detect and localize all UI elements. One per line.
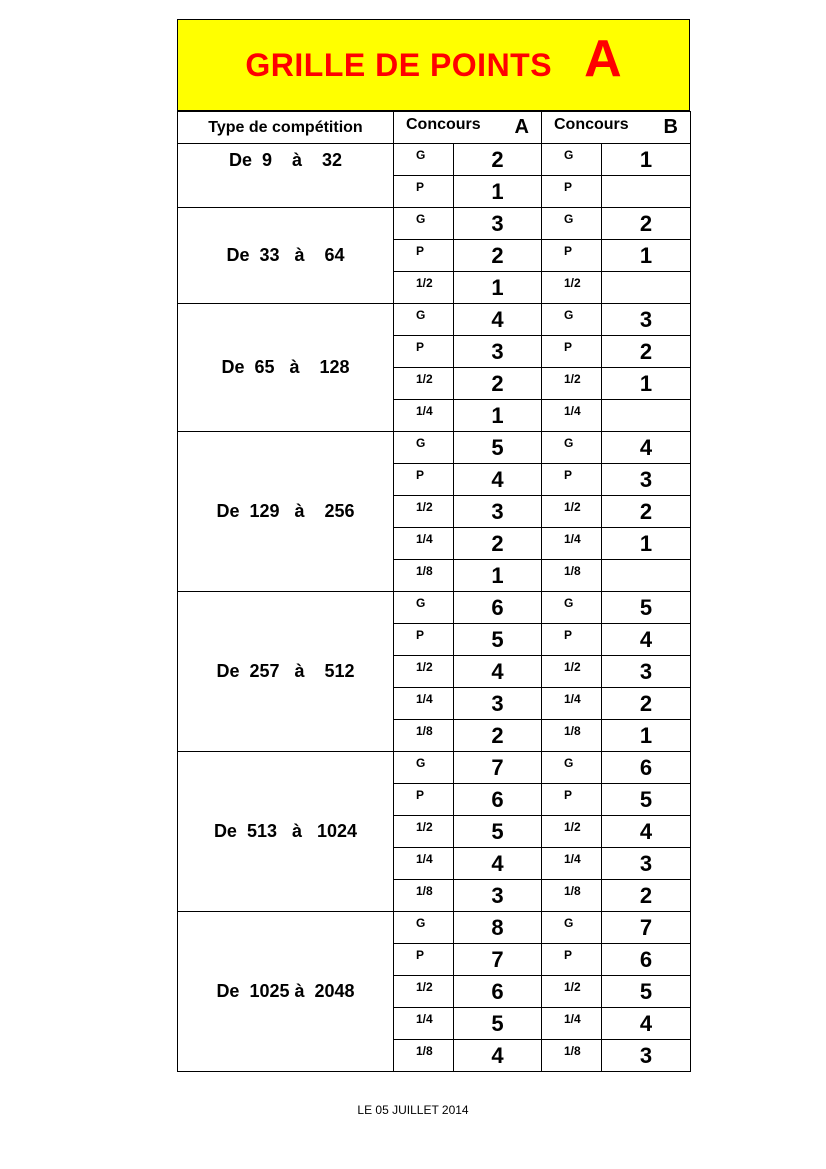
points-a: 3	[454, 336, 542, 368]
points-b: 4	[602, 1008, 691, 1040]
header-concours-b	[542, 112, 691, 144]
points-a: 1	[454, 400, 542, 432]
rank-a: P	[394, 944, 454, 976]
points-a: 4	[454, 848, 542, 880]
rank-a: G	[394, 432, 454, 464]
rank-a: 1/8	[394, 560, 454, 592]
points-a: 1	[454, 272, 542, 304]
rank-a: 1/2	[394, 368, 454, 400]
table-row	[178, 432, 691, 464]
rank-b: 1/4	[542, 688, 602, 720]
points-a: 5	[454, 816, 542, 848]
title-letter: A	[584, 30, 622, 88]
rank-a: 1/2	[394, 976, 454, 1008]
rank-a: G	[394, 144, 454, 176]
rank-b: 1/4	[542, 400, 602, 432]
points-b: 3	[602, 848, 691, 880]
rank-b: G	[542, 432, 602, 464]
points-a: 3	[454, 688, 542, 720]
points-b: 4	[602, 816, 691, 848]
points-b: 2	[602, 688, 691, 720]
rank-b: P	[542, 176, 602, 208]
points-a: 4	[454, 304, 542, 336]
points-a: 4	[454, 656, 542, 688]
header-concours-a-letter: A	[514, 116, 529, 138]
points-b: 2	[602, 208, 691, 240]
rank-a: 1/8	[394, 880, 454, 912]
points-a: 5	[454, 624, 542, 656]
rank-b: 1/2	[542, 656, 602, 688]
rank-b: P	[542, 784, 602, 816]
points-b: 3	[602, 656, 691, 688]
points-table	[177, 111, 691, 1072]
rank-b: G	[542, 752, 602, 784]
points-a: 6	[454, 784, 542, 816]
rank-a: G	[394, 752, 454, 784]
points-b: 1	[602, 720, 691, 752]
points-a: 6	[454, 976, 542, 1008]
points-b: 5	[602, 592, 691, 624]
rank-a: 1/4	[394, 688, 454, 720]
points-b: 1	[602, 240, 691, 272]
rank-a: 1/2	[394, 816, 454, 848]
table-header-row	[178, 112, 691, 144]
rank-b: P	[542, 240, 602, 272]
points-a: 7	[454, 752, 542, 784]
rank-a: 1/4	[394, 528, 454, 560]
table-row	[178, 144, 691, 176]
competition-range: De 513 à 1024	[178, 752, 394, 912]
rank-b: G	[542, 912, 602, 944]
points-b	[602, 176, 691, 208]
points-grid-document	[177, 19, 690, 1072]
rank-a: 1/8	[394, 1040, 454, 1072]
rank-b: 1/2	[542, 976, 602, 1008]
points-b: 2	[602, 496, 691, 528]
rank-b: 1/4	[542, 848, 602, 880]
rank-a: 1/4	[394, 848, 454, 880]
points-a: 8	[454, 912, 542, 944]
rank-b: 1/8	[542, 880, 602, 912]
points-a: 1	[454, 176, 542, 208]
rank-a: 1/4	[394, 400, 454, 432]
points-b: 3	[602, 1040, 691, 1072]
table-row	[178, 592, 691, 624]
rank-a: P	[394, 784, 454, 816]
rank-a: 1/4	[394, 1008, 454, 1040]
competition-range: De 33 à 64	[178, 208, 394, 304]
points-b: 1	[602, 368, 691, 400]
rank-b: P	[542, 944, 602, 976]
points-a: 3	[454, 496, 542, 528]
points-a: 4	[454, 1040, 542, 1072]
points-b: 3	[602, 304, 691, 336]
points-a: 5	[454, 1008, 542, 1040]
header-type: Type de compétition	[178, 112, 394, 144]
competition-range: De 1025 à 2048	[178, 912, 394, 1072]
points-a: 6	[454, 592, 542, 624]
points-a: 1	[454, 560, 542, 592]
rank-a: P	[394, 624, 454, 656]
page-title: GRILLE DE POINTS	[245, 46, 553, 83]
rank-a: G	[394, 592, 454, 624]
rank-b: 1/4	[542, 1008, 602, 1040]
rank-b: 1/2	[542, 816, 602, 848]
points-a: 2	[454, 528, 542, 560]
rank-b: G	[542, 144, 602, 176]
rank-b: 1/4	[542, 528, 602, 560]
rank-b: P	[542, 336, 602, 368]
header-concours-b-label: Concours	[554, 116, 629, 133]
points-a: 5	[454, 432, 542, 464]
header-concours-a	[394, 112, 542, 144]
points-b: 4	[602, 432, 691, 464]
points-b: 4	[602, 624, 691, 656]
rank-b: 1/2	[542, 368, 602, 400]
points-a: 2	[454, 720, 542, 752]
rank-a: P	[394, 464, 454, 496]
points-b	[602, 272, 691, 304]
points-a: 3	[454, 880, 542, 912]
points-a: 7	[454, 944, 542, 976]
points-a: 3	[454, 208, 542, 240]
points-b: 5	[602, 784, 691, 816]
rank-a: G	[394, 304, 454, 336]
rank-b: G	[542, 208, 602, 240]
table-row	[178, 208, 691, 240]
footer-date: LE 05 JUILLET 2014	[357, 1103, 469, 1117]
points-b: 6	[602, 752, 691, 784]
rank-a: P	[394, 176, 454, 208]
header-concours-b-letter: B	[663, 116, 678, 138]
table-row	[178, 304, 691, 336]
title-banner	[177, 19, 690, 111]
points-a: 2	[454, 368, 542, 400]
rank-b: 1/8	[542, 560, 602, 592]
table-row	[178, 752, 691, 784]
points-b: 6	[602, 944, 691, 976]
rank-a: P	[394, 336, 454, 368]
rank-b: 1/2	[542, 272, 602, 304]
points-b: 3	[602, 464, 691, 496]
rank-b: 1/8	[542, 720, 602, 752]
rank-b: P	[542, 464, 602, 496]
header-concours-a-label: Concours	[406, 116, 481, 133]
points-b: 1	[602, 144, 691, 176]
rank-a: G	[394, 912, 454, 944]
points-table-body	[178, 112, 691, 1072]
rank-a: 1/2	[394, 272, 454, 304]
competition-range: De 257 à 512	[178, 592, 394, 752]
rank-b: P	[542, 624, 602, 656]
points-a: 2	[454, 144, 542, 176]
points-b: 7	[602, 912, 691, 944]
points-b: 5	[602, 976, 691, 1008]
table-row	[178, 912, 691, 944]
points-b: 1	[602, 528, 691, 560]
rank-b: G	[542, 304, 602, 336]
rank-b: 1/2	[542, 496, 602, 528]
rank-a: G	[394, 208, 454, 240]
points-b: 2	[602, 336, 691, 368]
rank-a: 1/8	[394, 720, 454, 752]
rank-a: P	[394, 240, 454, 272]
points-b: 2	[602, 880, 691, 912]
points-a: 2	[454, 240, 542, 272]
rank-b: 1/8	[542, 1040, 602, 1072]
competition-range: De 129 à 256	[178, 432, 394, 592]
competition-range: De 65 à 128	[178, 304, 394, 432]
rank-a: 1/2	[394, 656, 454, 688]
competition-range: De 9 à 32	[178, 144, 394, 208]
points-b	[602, 560, 691, 592]
rank-b: G	[542, 592, 602, 624]
points-a: 4	[454, 464, 542, 496]
points-b	[602, 400, 691, 432]
rank-a: 1/2	[394, 496, 454, 528]
